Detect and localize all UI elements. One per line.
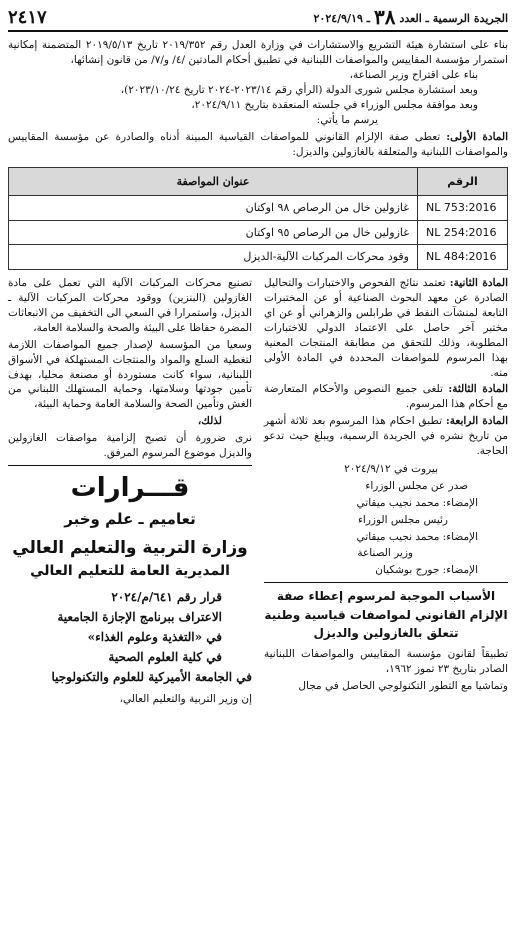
table-row — [9, 196, 508, 221]
standard-code: NL 254:2016 — [418, 220, 508, 245]
column-header-number: الرقم — [418, 168, 508, 196]
header-gazette-info — [314, 7, 509, 27]
decision-title-line: في كلية العلوم الصحية — [108, 650, 222, 665]
table-header-row — [9, 168, 508, 196]
decree-enacting-line: يرسم ما يأتي: — [316, 113, 378, 126]
table-row — [9, 245, 508, 270]
decision-title-line: الاعتراف ببرنامج الإجازة الجامعية — [57, 610, 222, 625]
page-number: ٢٤١٧ — [8, 7, 47, 28]
signature: الإمضاء: محمد نجيب ميقاتي — [356, 530, 478, 543]
ministry-name: وزارة التربية والتعليم العالي — [12, 538, 248, 559]
section-divider — [264, 582, 508, 583]
standard-code: NL 484:2016 — [418, 245, 508, 270]
issue-number: ٣٨ — [373, 5, 396, 29]
gazette-name: الجريدة الرسمية ـ العدد — [399, 12, 508, 26]
issued-by: صدر عن مجلس الوزراء — [365, 479, 468, 492]
article-3-label: المادة الثالثة: — [448, 383, 509, 396]
page-header — [8, 6, 508, 32]
article-2-label: المادة الثانية: — [449, 277, 508, 290]
left-column — [8, 276, 252, 709]
decree-preamble — [8, 38, 508, 160]
reasons-paragraph: تطبيقاً لقانون مؤسسة المقاييس والمواصفات اللبنانية الصادر بتاريخ ٢٣ تموز ١٩٦٢، — [264, 648, 508, 675]
article-2: المادة الثانية: تعتمد نتائج الفحوص والاختبارات والتحاليل الصادرة عن معهد البحوث الصناعية أو عن المختبرات التابعة لمنشآت النفط في طرابلس والزهراني أو عن اي مختبر آخر حاصل على الاعتماد الدولي للاختبارات المطلوبة، وذلك للتحقق من مطابقة المنتجات المعنية بهذا المرسوم للمواصفات المحددة في المادة الأولى منه. — [264, 277, 508, 379]
preamble-line: بناء على استشارة هيئة التشريع والاستشارات في وزارة العدل رقم ٢٠١٩/٣٥٢ تاريخ ٢٠١٩/٥/١٣ المتضمنة إمكانية استمرار مؤسسة المقاييس والمواصفات اللبنانية في تطبيق أحكام المادتين /٤/ و/٧/ من قانون إنشائها، — [8, 39, 508, 66]
standard-title: غازولين خال من الرصاص ٩٥ اوكتان — [9, 220, 418, 245]
gazette-page — [8, 6, 508, 928]
reasons-paragraph: وسعيا من المؤسسة لإصدار جميع المواصفات اللازمة لتغطية السلع والمواد والمنتجات المستهلكة في الأسواق اللبنانية، سواء كانت مستوردة أو مصنعة محليا، بهدف تأمين جودتها وسلامتها، وحماية المستهلك اللبناني من الغش وتأمين الصحة والسلامة العامة وحماية البيئة، — [8, 338, 252, 411]
reasons-title: الأسباب الموجبة لمرسوم إعطاء صفة الإلزام القانوني لمواصفات قياسية وطنية تتعلق بالغازولين والديزل — [264, 589, 508, 641]
signature: الإمضاء: محمد نجيب ميقاتي — [356, 496, 478, 509]
standard-code: NL 753:2016 — [418, 196, 508, 221]
standard-title: وقود محركات المركبات الآلية-الديزل — [9, 245, 418, 270]
decision-block — [8, 588, 252, 666]
article-1-text: تعطى صفة الإلزام القانوني للمواصفات القياسية المبينة أدناه والصادرة عن مؤسسة المقاييس والمواصفات اللبنانية والمتعلقة بالغازولين والديزل: — [8, 131, 508, 159]
minister-title: وزير الصناعة — [357, 547, 413, 560]
article-1-label: المادة الأولى: — [446, 131, 508, 144]
decision-title-line: في الجامعة الأميركية للعلوم والتكنولوجيا — [51, 670, 252, 685]
preamble-line: بناء على اقتراح وزير الصناعة، — [349, 68, 478, 81]
circulars-heading: تعاميم ـ علم وخبر — [64, 509, 196, 528]
table-row — [9, 220, 508, 245]
decision-number: قرار رقم ٦٤١/م/٢٠٢٤ — [111, 590, 222, 605]
pm-title: رئيس مجلس الوزراء — [357, 513, 448, 526]
reasons-conclusion: نرى ضرورة أن تصبح إلزامية مواصفات الغازولين والديزل موضوع المرسوم المرفق. — [8, 432, 252, 460]
decision-title-line: في «التغذية وعلوم الغذاء» — [87, 630, 222, 645]
reasons-paragraph: وتماشيا مع التطور التكنولوجي الحاصل في مجال — [298, 679, 508, 692]
article-4-label: المادة الرابعة: — [445, 415, 508, 428]
article-3: المادة الثالثة: تلغى جميع النصوص والأحكام المتعارضة مع أحكام هذا المرسوم. — [264, 383, 509, 411]
therefore-label: لذلك، — [197, 415, 222, 428]
preamble-line: وبعد موافقة مجلس الوزراء في جلسته المنعقدة بتاريخ ٢٠٢٤/٩/١١، — [191, 98, 478, 111]
minister-line: إن وزير التربية والتعليم العالي، — [119, 693, 252, 706]
article-4: المادة الرابعة: تطبق احكام هذا المرسوم بعد ثلاثة أشهر من تاريخ نشره في الجريدة الرسمية، ويبلغ حيث تدعو الحاجة. — [264, 415, 508, 458]
directorate-name: المديرية العامة للتعليم العالي — [30, 563, 230, 580]
standard-title: غازولين خال من الرصاص ٩٨ اوكتان — [9, 196, 418, 221]
column-header-title: عنوان المواصفة — [9, 168, 418, 196]
reasons-paragraph: تصنيع محركات المركبات الآلية التي تعمل على مادة الغازولين (البنزين) ووقود محركات المركبات الآلية ـ الديزل، واستمرارا في السعي الى التخفيف من الانبعاثات المضرة حفاظا على البيئة والصحة والسلامة العامة، — [8, 277, 252, 334]
two-column-body — [8, 276, 508, 709]
preamble-line: وبعد استشارة مجلس شورى الدولة (الرأي رقم ٢٠٢٣/١٤-٢٠٢٤ تاريخ ٢٠٢٣/١٠/٢٤)، — [120, 83, 478, 96]
right-column — [264, 276, 508, 709]
issue-date: ـ ٢٠٢٤/٩/١٩ — [313, 12, 370, 26]
signature: الإمضاء: جورج بوشكيان — [375, 564, 478, 577]
article-1 — [8, 130, 508, 160]
section-divider — [8, 465, 252, 466]
decisions-heading: قـــرارات — [70, 472, 190, 503]
standards-table — [8, 167, 508, 270]
place-date: بيروت في ٢٠٢٤/٩/١٢ — [344, 462, 438, 475]
